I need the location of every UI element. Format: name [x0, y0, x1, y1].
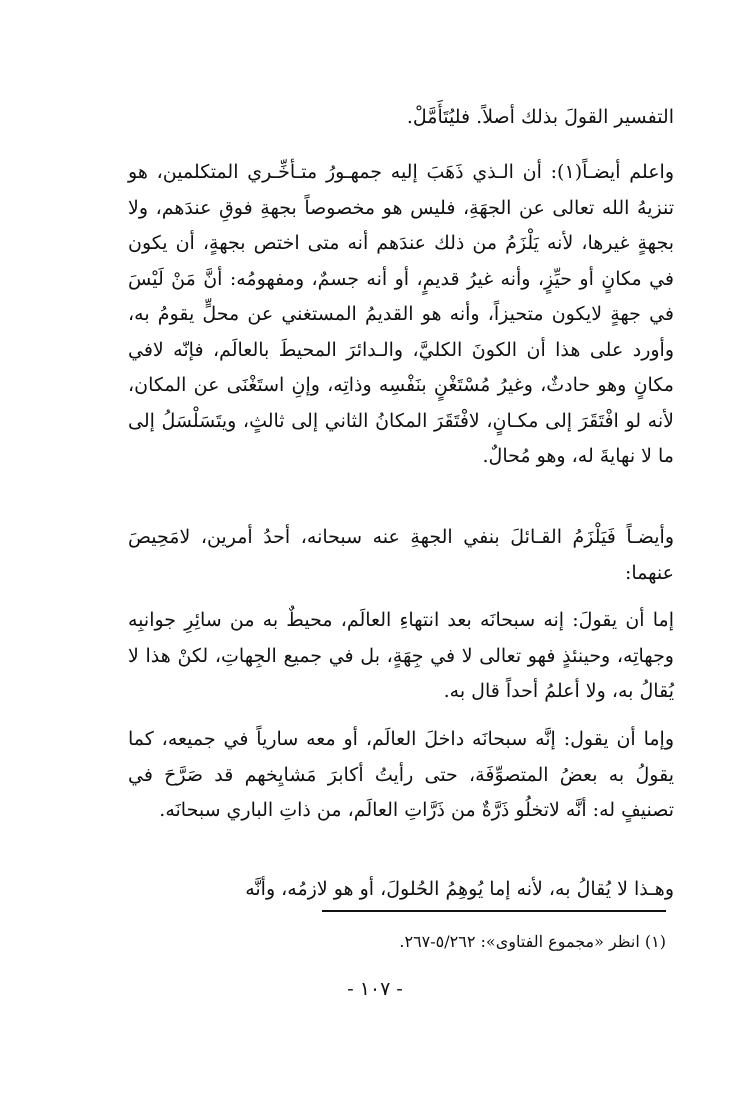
paragraph-second-option: وإما أن يقول: إنَّه سبحانَه داخلَ العالَم، أو معه سارياً في جميعه، كما يقولُ به بعضُ المتصوِّفَة، حتى رأيتُ أكابرَ مَشايِخهم قد صَرَّحَ في تصنيفٍ له: أنَّه لاتخلُو ذَرَّةٌ من ذَرَّاتِ العالَم، من ذاتِ الباري سبحانَه.: [128, 728, 674, 821]
paragraph-first-option: إما أن يقولَ: إنه سبحانَه بعد انتهاءِ العالَم، محيطٌ به من سائِرِ جوانبِه وجهاتِه، وحينئذٍ فهو تعالى لا في جِهَةٍ، بل في جميع الجِهاتِ، لكنْ هذا لا يُقالُ به، ولا أعلمُ أحداً قال به.: [128, 609, 674, 702]
paragraph-two-options: وأيضـاً فَيَلْزَمُ القـائلَ بنفي الجهةِ عنه سبحانه، أحدُ أمرين، لامَحِيصَ عنهما:: [128, 526, 674, 584]
paragraph-conclusion: وهـذا لا يُقالُ به، لأنه إما يُوهِمُ الحُلولَ، أو هو لازمُه، وأنَّه: [245, 878, 674, 900]
footnote-divider: [322, 910, 666, 912]
page-number: - ١٠٧ -: [347, 978, 403, 1000]
footnote: (١) انظر «مجموع الفتاوى»: ٥/٢٦٢-٢٦٧.: [399, 932, 666, 951]
paragraph-continuation: التفسير القولَ بذلك أصلاً. فليُتَأَمَّلْ.: [406, 106, 674, 128]
paragraph-direction-discussion: واعلم أيضـاً(١): أن الـذي ذَهَبَ إليه جمهـورُ متـأخِّـري المتكلمين، هو تنزيهُ الله تعالى عن الجهَةِ، فليس هو مخصوصاً بجهةِ فوقِ عندَهم، ولا بجهةٍ غيرها، لأنه يَلْزَمُ من ذلك عندَهم أنه متى اختص بجهةٍ، أن يكون في مكانٍ أو حيِّزٍ، وأنه غيرُ قديمٍ، أو أنه جسمٌ، ومفهومُه: أنَّ مَنْ لَيْسَ في جهةٍ لايكون متحيزاً، وأنه هو القديمُ المستغني عن محلٍّ يقومُ به، وأورد على هذا أن الكونَ الكليَّ، والـدائرَ المحيطَ بالعالَم، فإنّه لافي مكانٍ وهو حادثٌ، وغيرُ مُسْتَغْنٍ بنَفْسِه وذاتِه، وإنِ استَغْنَى عن المكان، لأنه لو افْتَقَرَ إلى مكـانٍ، لافْتَقَرَ المكانُ الثاني إلى ثالثٍ، ويتَسَلْسَلُ إلى ما لا نهايةَ له، وهو مُحالٌ.: [128, 161, 674, 467]
